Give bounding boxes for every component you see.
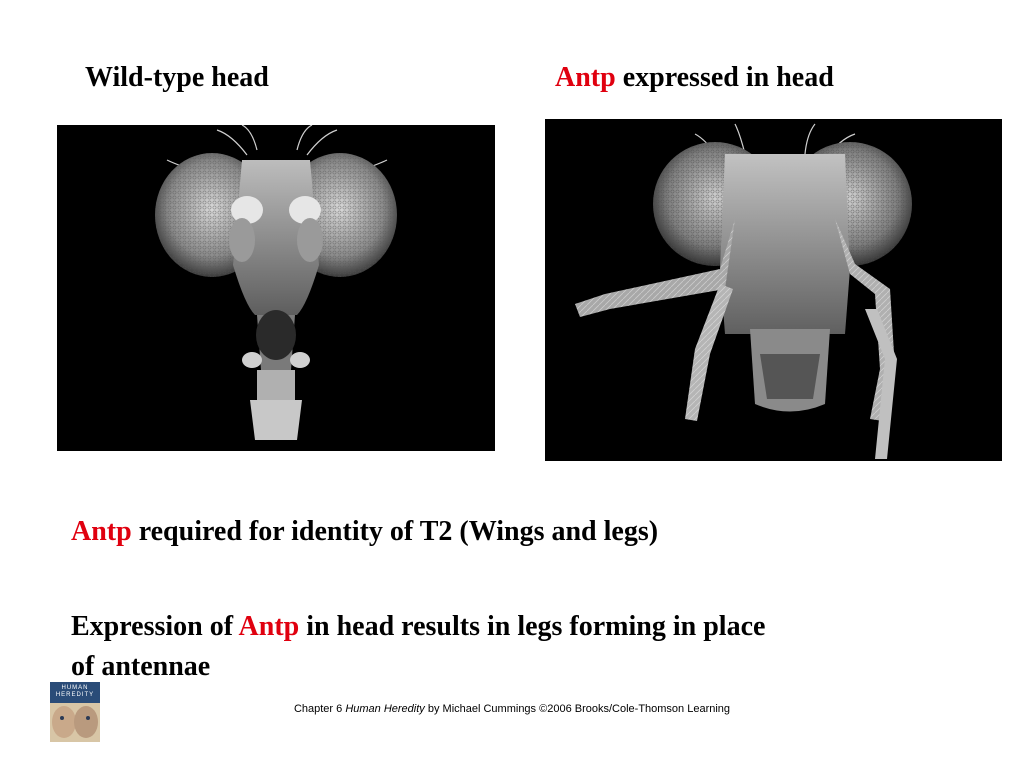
slide-footer <box>0 703 1024 715</box>
footer-book-title: Human Heredity <box>345 703 425 715</box>
antp-gene-name-2: Antp <box>238 611 300 642</box>
footer-credit: by Michael Cummings ©2006 Brooks/Cole-Thomson Learning <box>424 703 731 715</box>
footer-chapter: Chapter 6 <box>293 703 346 715</box>
antp-caption-gene: Antp <box>555 62 616 93</box>
wild-type-head-drawing <box>57 125 495 451</box>
expression-text: in head results in legs forming in place <box>299 611 766 642</box>
antp-caption <box>555 62 834 94</box>
antp-gene-name: Antp <box>71 516 132 547</box>
antp-identity-text: required for identity of T2 (Wings and legs) <box>131 516 659 547</box>
expression-prefix: Expression of <box>71 611 239 642</box>
antp-caption-rest: expressed in head <box>615 62 834 93</box>
antp-identity-statement <box>71 512 658 552</box>
antp-expression-statement <box>71 607 765 647</box>
antp-expression-continued: of antennae <box>71 651 211 682</box>
wild-type-fly-head-sem-image <box>57 125 495 451</box>
antp-mutant-fly-head-with-legs-sem-image <box>545 119 1002 461</box>
book-cover-title: HUMAN HEREDITY <box>55 685 95 698</box>
antp-head-drawing <box>545 119 1002 461</box>
wildtype-caption: Wild-type head <box>85 62 269 93</box>
